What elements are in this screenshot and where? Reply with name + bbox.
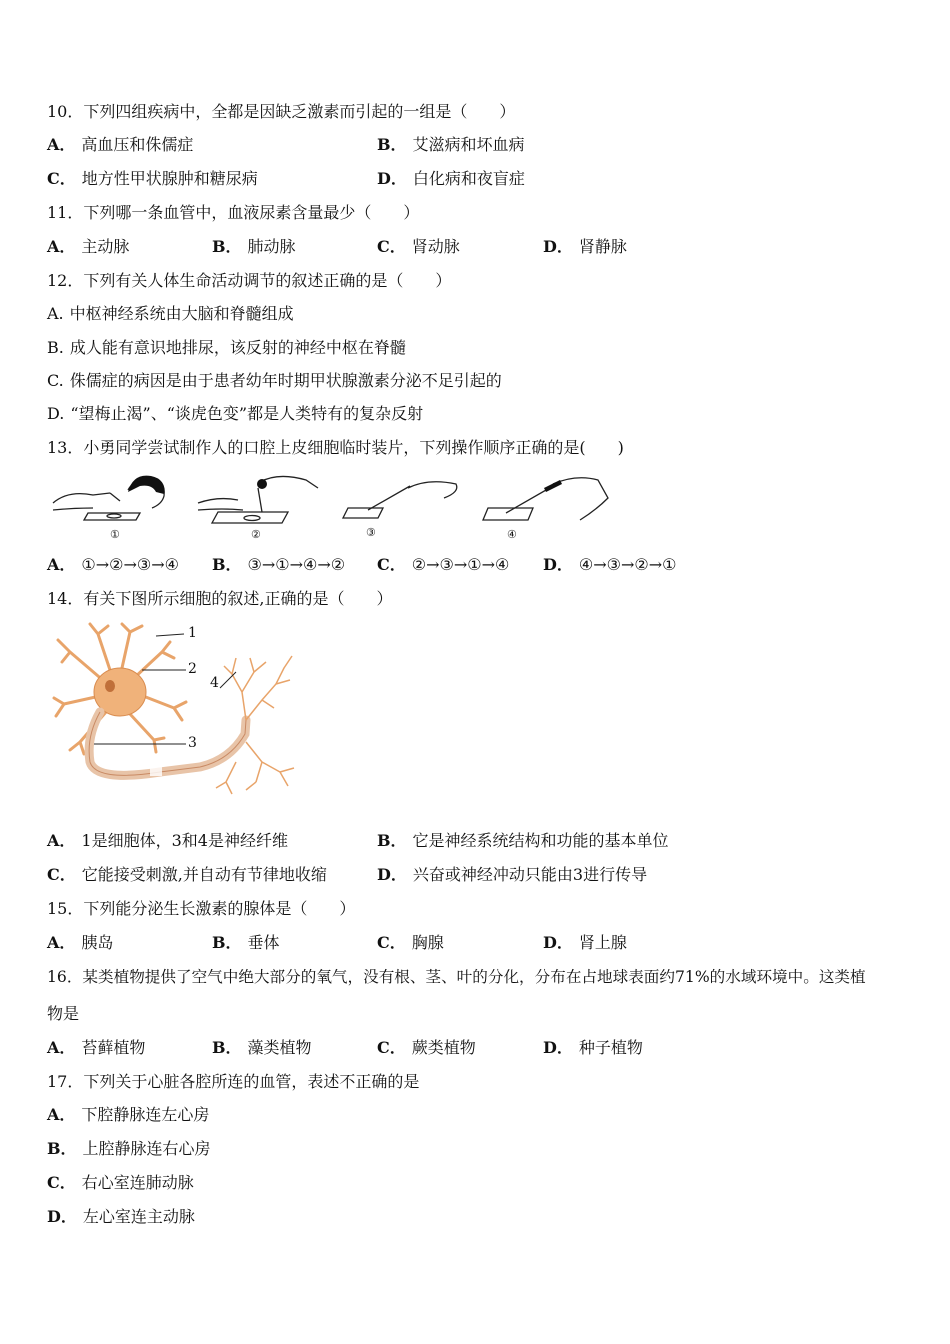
question-11-option-b[interactable] (212, 236, 296, 258)
option-text: 肾动脉 (411, 237, 460, 256)
option-label: A． (47, 1038, 76, 1057)
option-label: C. (47, 371, 64, 390)
option-label: C． (47, 865, 76, 884)
option-label: B． (377, 135, 407, 154)
option-label: A． (47, 555, 76, 574)
question-16-option-d[interactable] (543, 1037, 643, 1059)
option-label: C． (377, 1038, 406, 1057)
slide-preparation-figure (48, 468, 618, 544)
option-text: 它是神经系统结构和功能的基本单位 (412, 831, 669, 850)
option-label: C． (47, 169, 76, 188)
option-text: ②→③→①→④ (411, 555, 510, 574)
option-text: 高血压和侏儒症 (81, 135, 194, 154)
question-15-option-a[interactable] (47, 932, 113, 954)
option-text: “望梅止渴”、“谈虎色变”都是人类特有的复杂反射 (70, 404, 424, 423)
question-13-stem: 13．小勇同学尝试制作人的口腔上皮细胞临时装片，下列操作顺序正确的是( ) (47, 438, 624, 457)
figure-label: ④ (507, 528, 517, 541)
option-label: B． (212, 237, 242, 256)
option-label: A． (47, 237, 76, 256)
option-label: B． (47, 1139, 77, 1158)
question-12-option-c[interactable] (47, 370, 502, 392)
question-16-option-b[interactable] (212, 1037, 312, 1059)
option-label: B． (377, 831, 407, 850)
option-text: 肾上腺 (578, 933, 627, 952)
option-label: C． (377, 933, 406, 952)
figure-label: ③ (366, 526, 376, 539)
option-text: 左心室连主动脉 (82, 1207, 195, 1226)
question-17-stem: 17．下列关于心脏各腔所连的血管，表述不正确的是 (47, 1072, 420, 1091)
option-label: C． (47, 1173, 76, 1192)
figure-label: 1 (188, 625, 197, 641)
question-13-option-d[interactable] (543, 554, 676, 576)
option-label: A． (47, 135, 76, 154)
question-10-option-d[interactable] (377, 168, 525, 190)
option-label: B． (212, 933, 242, 952)
question-14-option-a[interactable] (47, 830, 288, 852)
option-text: 垂体 (247, 933, 280, 952)
option-text: 它能接受刺激,并自动有节律地收缩 (81, 865, 327, 884)
option-text: 侏儒症的病因是由于患者幼年时期甲状腺激素分泌不足引起的 (69, 371, 502, 390)
option-text: 肺动脉 (247, 237, 296, 256)
option-label: D． (543, 1038, 573, 1057)
question-17-option-c[interactable] (47, 1172, 194, 1194)
option-text: ④→③→②→① (578, 555, 677, 574)
question-11-stem: 11．下列哪一条血管中，血液尿素含量最少（ ） (47, 203, 420, 222)
question-10-option-a[interactable] (47, 134, 193, 156)
question-16-option-c[interactable] (377, 1037, 476, 1059)
option-text: 下腔静脉连左心房 (81, 1105, 210, 1124)
question-14-option-c[interactable] (47, 864, 327, 886)
figure-label: 4 (210, 675, 219, 691)
option-text: 白化病和夜盲症 (412, 169, 525, 188)
option-text: 1是细胞体，3和4是神经纤维 (81, 831, 288, 850)
question-15-stem: 15．下列能分泌生长激素的腺体是（ ） (47, 899, 356, 918)
question-10-option-b[interactable] (377, 134, 525, 156)
option-text: 兴奋或神经冲动只能由3进行传导 (412, 865, 648, 884)
option-text: 右心室连肺动脉 (81, 1173, 194, 1192)
option-text: 胸腺 (411, 933, 444, 952)
neuron-drawing (50, 622, 300, 797)
question-16-stem: 16．某类植物提供了空气中绝大部分的氧气，没有根、茎、叶的分化，分布在占地球表面约71%的水域环境中。这类植 (47, 968, 866, 986)
question-11-option-a[interactable] (47, 236, 129, 258)
question-16-option-a[interactable] (47, 1037, 145, 1059)
option-label: C． (377, 555, 406, 574)
option-label: D． (47, 1207, 77, 1226)
option-text: 上腔静脉连右心房 (82, 1139, 211, 1158)
question-15-option-d[interactable] (543, 932, 627, 954)
option-label: B． (212, 555, 242, 574)
question-10-stem: 10．下列四组疾病中，全都是因缺乏激素而引起的一组是（ ） (47, 102, 516, 121)
option-label: B. (47, 338, 64, 357)
question-15-option-b[interactable] (212, 932, 280, 954)
option-text: 种子植物 (578, 1038, 643, 1057)
option-text: 主动脉 (81, 237, 130, 256)
question-12-option-d[interactable] (47, 403, 423, 425)
option-text: ③→①→④→② (247, 555, 346, 574)
option-text: 地方性甲状腺肿和糖尿病 (81, 169, 258, 188)
question-13-option-b[interactable] (212, 554, 345, 576)
option-label: D． (543, 237, 573, 256)
option-label: A. (47, 304, 64, 323)
question-15-option-c[interactable] (377, 932, 444, 954)
option-label: D． (377, 865, 407, 884)
option-text: 成人能有意识地排尿，该反射的神经中枢在脊髓 (69, 338, 406, 357)
option-text: 蕨类植物 (411, 1038, 476, 1057)
option-label: C． (377, 237, 406, 256)
option-label: B． (212, 1038, 242, 1057)
option-text: 胰岛 (81, 933, 114, 952)
option-label: A． (47, 933, 76, 952)
question-10-option-c[interactable] (47, 168, 258, 190)
figure-label: 3 (188, 735, 197, 751)
option-text: 中枢神经系统由大脑和脊髓组成 (69, 304, 294, 323)
question-13-option-a[interactable] (47, 554, 179, 576)
question-14-option-b[interactable] (377, 830, 669, 852)
option-text: 苔藓植物 (81, 1038, 146, 1057)
question-16-stem-continued: 物是 (47, 1004, 80, 1023)
question-17-option-b[interactable] (47, 1138, 211, 1160)
question-12-option-b[interactable] (47, 337, 406, 359)
question-11-option-d[interactable] (543, 236, 627, 258)
question-11-option-c[interactable] (377, 236, 460, 258)
option-text: ①→②→③→④ (81, 555, 180, 574)
neuron-figure (50, 622, 300, 797)
figure-label: ① (110, 528, 120, 541)
option-label: D． (377, 169, 407, 188)
option-text: 肾静脉 (578, 237, 627, 256)
question-14-stem: 14．有关下图所示细胞的叙述,正确的是（ ） (47, 589, 393, 608)
question-12-stem: 12．下列有关人体生命活动调节的叙述正确的是（ ） (47, 271, 452, 290)
option-label: D． (543, 555, 573, 574)
question-17-option-a[interactable] (47, 1104, 209, 1126)
option-label: A． (47, 831, 76, 850)
figure-label: ② (251, 528, 261, 541)
figure-label: 2 (188, 661, 197, 677)
question-12-option-a[interactable] (47, 303, 294, 325)
option-text: 艾滋病和坏血病 (412, 135, 525, 154)
option-text: 藻类植物 (247, 1038, 312, 1057)
option-label: D． (543, 933, 573, 952)
question-14-option-d[interactable] (377, 864, 647, 886)
question-13-option-c[interactable] (377, 554, 509, 576)
option-label: D. (47, 404, 65, 423)
slide-steps-drawing (48, 468, 618, 544)
option-label: A． (47, 1105, 76, 1124)
question-17-option-d[interactable] (47, 1206, 195, 1228)
